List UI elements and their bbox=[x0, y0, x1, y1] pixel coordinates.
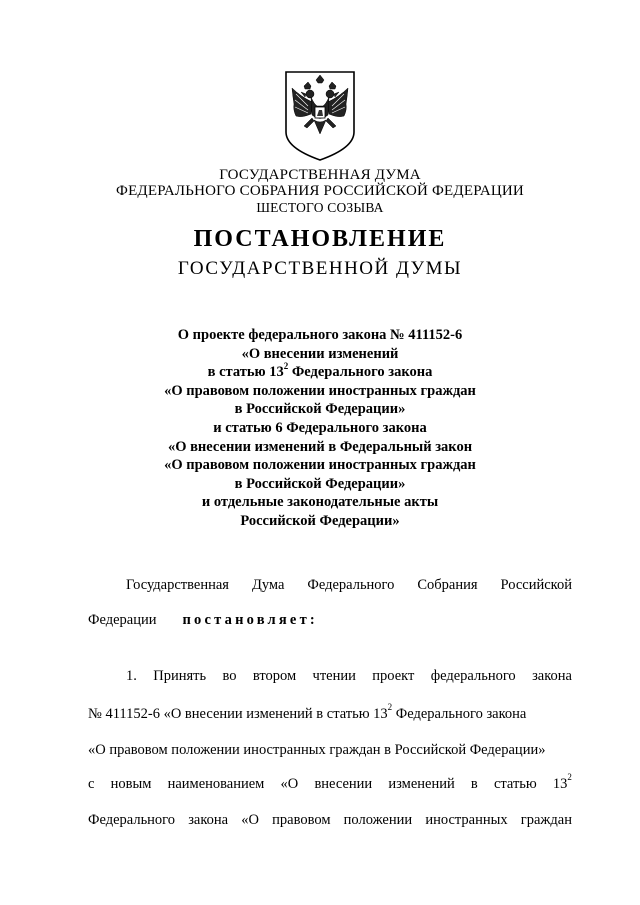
document-subtitle: ГОСУДАРСТВЕННОЙ ДУМЫ bbox=[177, 258, 463, 279]
subject-line: Российской Федерации» bbox=[240, 512, 400, 529]
subject-line: и отдельные законодательные акты bbox=[201, 494, 439, 511]
word: граждан bbox=[520, 812, 572, 828]
subject-line: «О внесении изменений bbox=[241, 345, 399, 362]
subject-line: и статью 6 Федерального закона bbox=[213, 419, 427, 436]
subject-line: «О правовом положении иностранных граждан bbox=[164, 382, 476, 399]
subject-line: О проекте федерального закона № 411152-6 bbox=[177, 327, 463, 343]
org-name-line2: ФЕДЕРАЛЬНОГО СОБРАНИЯ РОССИЙСКОЙ ФЕДЕРАЦИИ bbox=[116, 183, 524, 199]
word: закона bbox=[532, 668, 572, 684]
document-subject bbox=[0, 326, 640, 531]
word: федерального bbox=[430, 668, 516, 684]
document-title: ПОСТАНОВЛЕНИЕ bbox=[193, 226, 447, 252]
word: Принять bbox=[153, 668, 207, 684]
word: наименованием bbox=[167, 776, 265, 792]
word: с bbox=[88, 776, 95, 792]
word: во bbox=[222, 668, 237, 684]
word: закона bbox=[188, 812, 229, 828]
word: Собрания bbox=[417, 577, 478, 593]
word: Федерального bbox=[307, 577, 395, 593]
body-line: № 411152-6 «О внесении изменений в статью $13^2$ Федерального закона bbox=[88, 702, 527, 722]
word: Дума bbox=[251, 577, 285, 593]
word: статью bbox=[493, 776, 537, 792]
word: внесении bbox=[314, 776, 373, 792]
word: Российской bbox=[500, 577, 572, 593]
word: положении bbox=[343, 812, 413, 828]
body-line: Федерации постановляет: bbox=[88, 612, 318, 628]
body-line bbox=[126, 577, 572, 594]
word: проект bbox=[372, 668, 415, 684]
word: $13^2$ bbox=[552, 772, 572, 792]
convocation-line: ШЕСТОГО СОЗЫВА bbox=[256, 200, 384, 215]
word: «О bbox=[241, 812, 259, 828]
resolves-word: постановляет: bbox=[182, 612, 318, 628]
subject-line: «О правовом положении иностранных граждан bbox=[164, 457, 476, 474]
body-line: «О правовом положении иностранных граждан в Российской Федерации» bbox=[88, 742, 546, 758]
word: правовом bbox=[272, 812, 331, 828]
word: чтении bbox=[312, 668, 356, 684]
org-name-line1: ГОСУДАРСТВЕННАЯ ДУМА bbox=[219, 167, 421, 183]
coat-of-arms-icon bbox=[284, 70, 356, 162]
word: новым bbox=[110, 776, 152, 792]
word: Государственная bbox=[126, 577, 229, 593]
word: Федерального bbox=[88, 812, 176, 828]
word: иностранных bbox=[425, 812, 508, 828]
body-line bbox=[88, 772, 572, 793]
body-line bbox=[88, 812, 572, 829]
word: «О bbox=[280, 776, 299, 792]
body-line bbox=[126, 668, 572, 685]
subject-line: в статью $13^2$ Федерального закона bbox=[207, 361, 433, 381]
word: втором bbox=[252, 668, 297, 684]
subject-line: в Российской Федерации» bbox=[234, 475, 406, 492]
subject-line: в Российской Федерации» bbox=[234, 401, 406, 418]
subject-line: «О внесении изменений в Федеральный закон bbox=[167, 438, 473, 455]
word: в bbox=[470, 776, 478, 792]
word: 1. bbox=[126, 668, 137, 684]
word: изменений bbox=[388, 776, 455, 792]
